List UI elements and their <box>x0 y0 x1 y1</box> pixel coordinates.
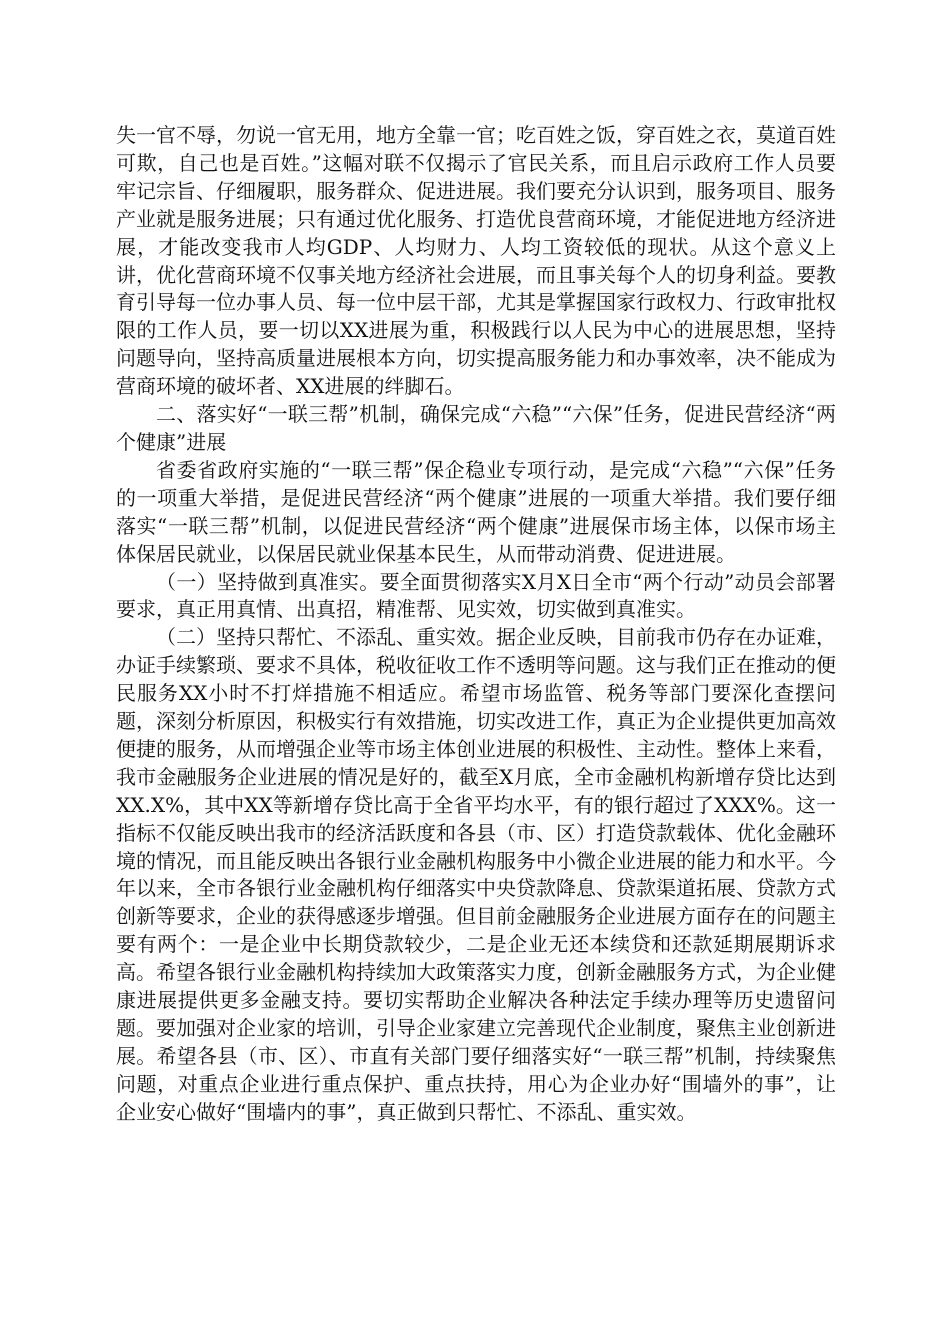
section-heading-2: 二、落实好“一联三帮”机制，确保完成“六稳”“六保”任务，促进民营经济“两个健康”进展 <box>116 402 836 454</box>
body-paragraph-3: 省委省政府实施的“一联三帮”保企稳业专项行动，是完成“六稳”“六保”任务的一项重大举措，是促进民营经济“两个健康”进展的一项重大举措。我们要仔细落实“一联三帮”机制，以促进民营经济“两个健康”进展保市场主体，以保市场主体保居民就业，以保居民就业保基本民生，从而带动消费、促进进展。 <box>116 457 836 566</box>
subsection-paragraph-2: （二）坚持只帮忙、不添乱、重实效。据企业反映，目前我市仍存在办证难，办证手续繁琐、要求不具体，税收征收工作不透明等问题。这与我们正在推动的便民服务XX小时不打烊措施不相适应。希望市场监管、税务等部门要深化查摆问题，深刻分析原因，积极实行有效措施，切实改进工作，真正为企业提供更加高效便捷的服务，从而增强企业等市场主体创业进展的积极性、主动性。整体上来看，我市金融服务企业进展的情况是好的，截至X月底，全市金融机构新增存贷比达到XX.X%，其中XX等新增存贷比高于全省平均水平，有的银行超过了XXX%。这一指标不仅能反映出我市的经济活跃度和各县（市、区）打造贷款载体、优化金融环境的情况，而且能反映出各银行业金融机构服务中小微企业进展的能力和水平。今年以来，全市各银行业金融机构仔细落实中央贷款降息、贷款渠道拓展、贷款方式创新等要求，企业的获得感逐步增强。但目前金融服务企业进展方面存在的问题主要有两个：一是企业中长期贷款较少，二是企业无还本续贷和还款延期展期诉求高。希望各银行业金融机构持续加大政策落实力度，创新金融服务方式，为企业健康进展提供更多金融支持。要切实帮助企业解决各种法定手续办理等历史遗留问题。要加强对企业家的培训，引导企业家建立完善现代企业制度，聚焦主业创新进展。希望各县（市、区）、市直有关部门要仔细落实好“一联三帮”机制，持续聚焦问题，对重点企业进行重点保护、重点扶持，用心为企业办好“围墙外的事”，让企业安心做好“围墙内的事”，真正做到只帮忙、不添乱、重实效。 <box>116 625 836 1124</box>
body-paragraph-1: 失一官不辱，勿说一官无用，地方全靠一官；吃百姓之饭，穿百姓之衣，莫道百姓可欺，自己也是百姓。”这幅对联不仅揭示了官民关系，而且启示政府工作人员要牢记宗旨、仔细履职，服务群众、促进进展。我们要充分认识到，服务项目、服务产业就是服务进展；只有通过优化服务、打造优良营商环境，才能促进地方经济进展，才能改变我市人均GDP、人均财力、人均工资较低的现状。从这个意义上讲，优化营商环境不仅事关地方经济社会进展，而且事关每个人的切身利益。要教育引导每一位办事人员、每一位中层干部，尤其是掌握国家行政权力、行政审批权限的工作人员，要一切以XX进展为重，积极践行以人民为中心的进展思想，坚持问题导向，坚持高质量进展根本方向，切实提高服务能力和办事效率，决不能成为营商环境的破坏者、XX进展的绊脚石。 <box>116 123 836 399</box>
document-body <box>116 122 836 1127</box>
subsection-paragraph-1: （一）坚持做到真准实。要全面贯彻落实X月X日全市“两个行动”动员会部署要求，真正用真情、出真招，精准帮、见实效，切实做到真准实。 <box>116 569 836 622</box>
